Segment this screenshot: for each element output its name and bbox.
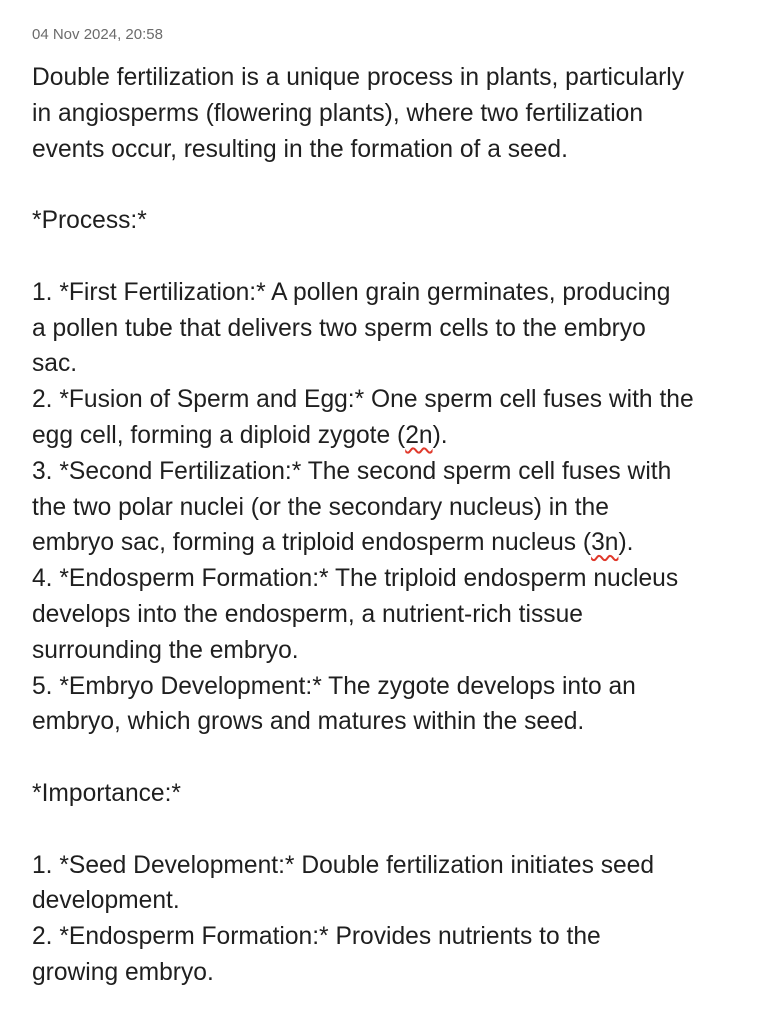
importance-item-line: 1. *Seed Development:* Double fertilization initiates seed — [32, 851, 655, 879]
blank-line — [32, 812, 736, 848]
spellcheck-marked-word[interactable]: 2n — [405, 421, 433, 449]
process-item-line: a pollen tube that delivers two sperm cells to the embryo — [32, 314, 646, 342]
note-timestamp: 04 Nov 2024, 20:58 — [32, 26, 163, 43]
process-item-line: surrounding the embryo. — [32, 636, 299, 664]
importance-item-line: 2. *Endosperm Formation:* Provides nutrients to the — [32, 923, 601, 951]
process-item-line: embryo, which grows and matures within the seed. — [32, 708, 585, 736]
text-segment: ). — [432, 421, 448, 449]
process-item-line: 3. *Second Fertilization:* The second sperm cell fuses with — [32, 457, 672, 485]
process-item-line: sac. — [32, 350, 78, 378]
intro-line: events occur, resulting in the formation of a seed. — [32, 135, 568, 163]
process-heading: *Process:* — [32, 207, 147, 235]
process-item-line: 1. *First Fertilization:* A pollen grain germinates, producing — [32, 278, 671, 306]
text-segment: embryo sac, forming a triploid endosperm nucleus ( — [32, 529, 592, 557]
process-item-line: develops into the endosperm, a nutrient-rich tissue — [32, 600, 583, 628]
blank-line — [32, 167, 736, 203]
note-body[interactable] — [32, 60, 736, 991]
process-item-line: 4. *Endosperm Formation:* The triploid endosperm nucleus — [32, 565, 679, 593]
importance-item-line: growing embryo. — [32, 958, 214, 986]
process-item-line: 2. *Fusion of Sperm and Egg:* One sperm cell fuses with the — [32, 386, 694, 414]
process-item-line: the two polar nuclei (or the secondary nucleus) in the — [32, 493, 609, 521]
blank-line — [32, 740, 736, 776]
process-item-line — [32, 525, 736, 561]
process-item-line: 5. *Embryo Development:* The zygote develops into an — [32, 672, 636, 700]
text-segment: egg cell, forming a diploid zygote ( — [32, 421, 406, 449]
blank-line — [32, 239, 736, 275]
importance-item-line: development. — [32, 887, 180, 915]
text-segment: ). — [618, 529, 634, 557]
spellcheck-marked-word[interactable]: 3n — [591, 529, 619, 557]
intro-line: in angiosperms (flowering plants), where two fertilization — [32, 99, 644, 127]
process-item-line — [32, 418, 736, 454]
importance-heading: *Importance:* — [32, 779, 182, 807]
intro-line: Double fertilization is a unique process in plants, particularly — [32, 64, 685, 91]
